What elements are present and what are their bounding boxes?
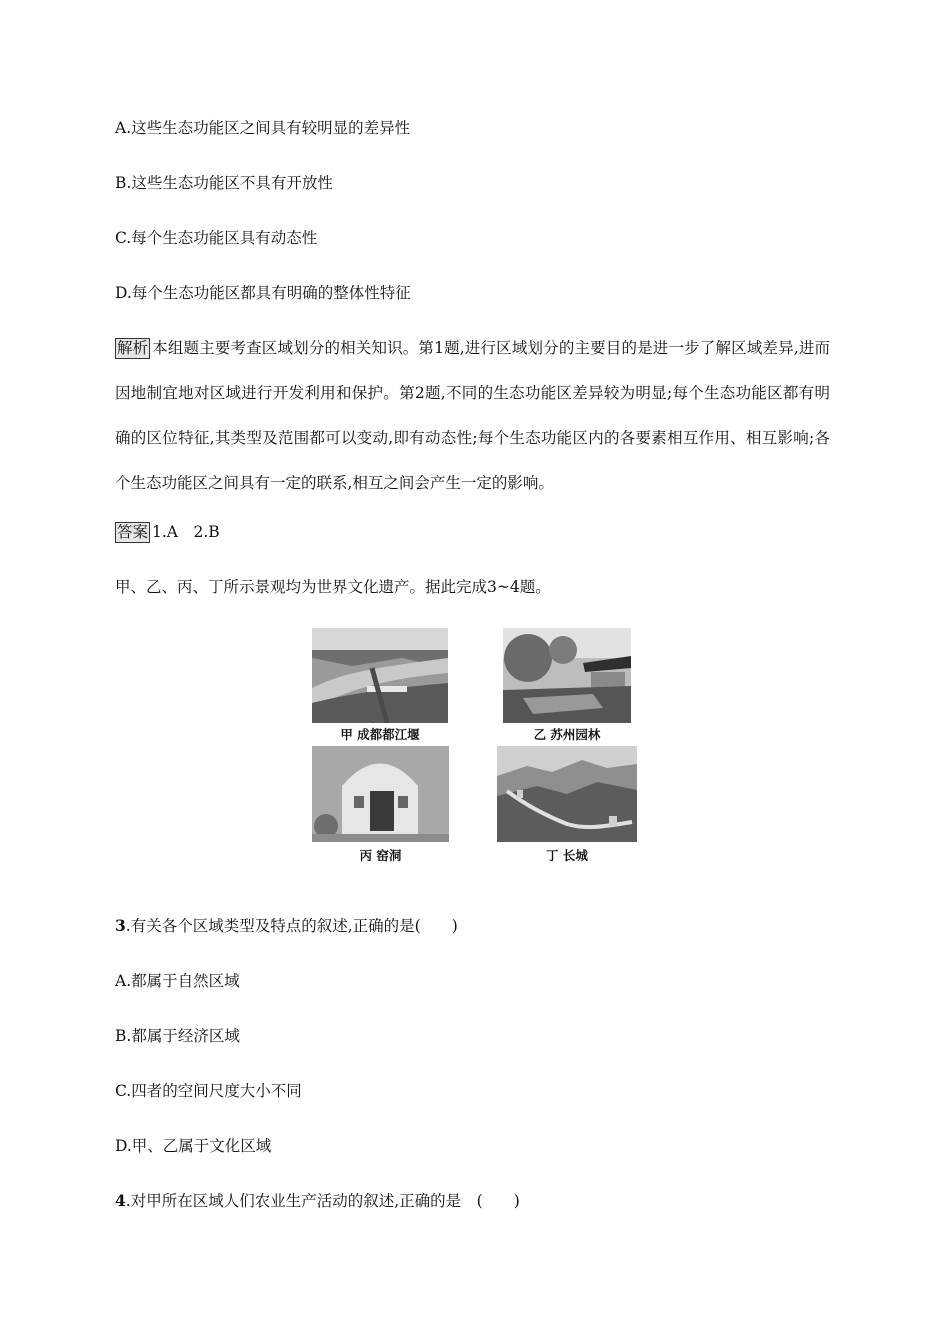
answer-block <box>115 521 220 543</box>
dujiangyan-image <box>312 628 448 723</box>
photo-jia-dujiangyan <box>312 628 448 723</box>
photo-yi-suzhou-garden <box>503 628 631 723</box>
q4-stem <box>115 1190 520 1212</box>
q4-number: 4 <box>115 1191 126 1210</box>
photo-ding-great-wall <box>497 746 637 842</box>
q3-option-b: B.都属于经济区域 <box>115 1027 240 1045</box>
caption-ding: 丁 长城 <box>546 848 588 863</box>
caption-bing: 丙 窑洞 <box>359 848 402 863</box>
q3-option-a: A.都属于自然区域 <box>115 972 240 990</box>
q3-stem <box>115 915 458 937</box>
q2-option-d: D.每个生态功能区都具有明确的整体性特征 <box>115 284 411 302</box>
suzhou-garden-image <box>503 628 631 723</box>
q2-option-c: C.每个生态功能区具有动态性 <box>115 229 318 247</box>
answer-tag: 答案 <box>117 523 149 541</box>
great-wall-image <box>497 746 637 842</box>
analysis-block <box>115 326 830 506</box>
q2-option-a: A.这些生态功能区之间具有较明显的差异性 <box>115 119 411 137</box>
q4-stem-text: .对甲所在区域人们农业生产活动的叙述,正确的是 ( ) <box>125 1192 520 1210</box>
intro-text: 甲、乙、丙、丁所示景观均为世界文化遗产。据此完成3~4题。 <box>115 578 551 596</box>
photo-bing-cave-dwelling <box>312 746 449 842</box>
caption-yi: 乙 苏州园林 <box>533 727 601 742</box>
analysis-text: 本组题主要考查区域划分的相关知识。第1题,进行区域划分的主要目的是进一步了解区域差异,进而因地制宜地对区域进行开发利用和保护。第2题,不同的生态功能区差异较为明显;每个生态功能区都有明确的区位特征,其类型及范围都可以变动,即有动态性;每个生态功能区内的各要素相互作用、相互影响;各个生态功能区之间具有一定的联系,相互之间会产生一定的影响。 <box>115 339 831 492</box>
q3-stem-text: .有关各个区域类型及特点的叙述,正确的是( ) <box>125 917 458 935</box>
analysis-tag: 解析 <box>117 339 149 357</box>
cave-dwelling-image <box>312 746 449 842</box>
caption-jia: 甲 成都都江堰 <box>340 727 420 742</box>
q2-option-b: B.这些生态功能区不具有开放性 <box>115 174 333 192</box>
q3-option-c: C.四者的空间尺度大小不同 <box>115 1082 302 1100</box>
answer-text: 1.A 2.B <box>152 523 220 541</box>
q3-number: 3 <box>115 916 126 935</box>
q3-option-d: D.甲、乙属于文化区域 <box>115 1137 272 1155</box>
